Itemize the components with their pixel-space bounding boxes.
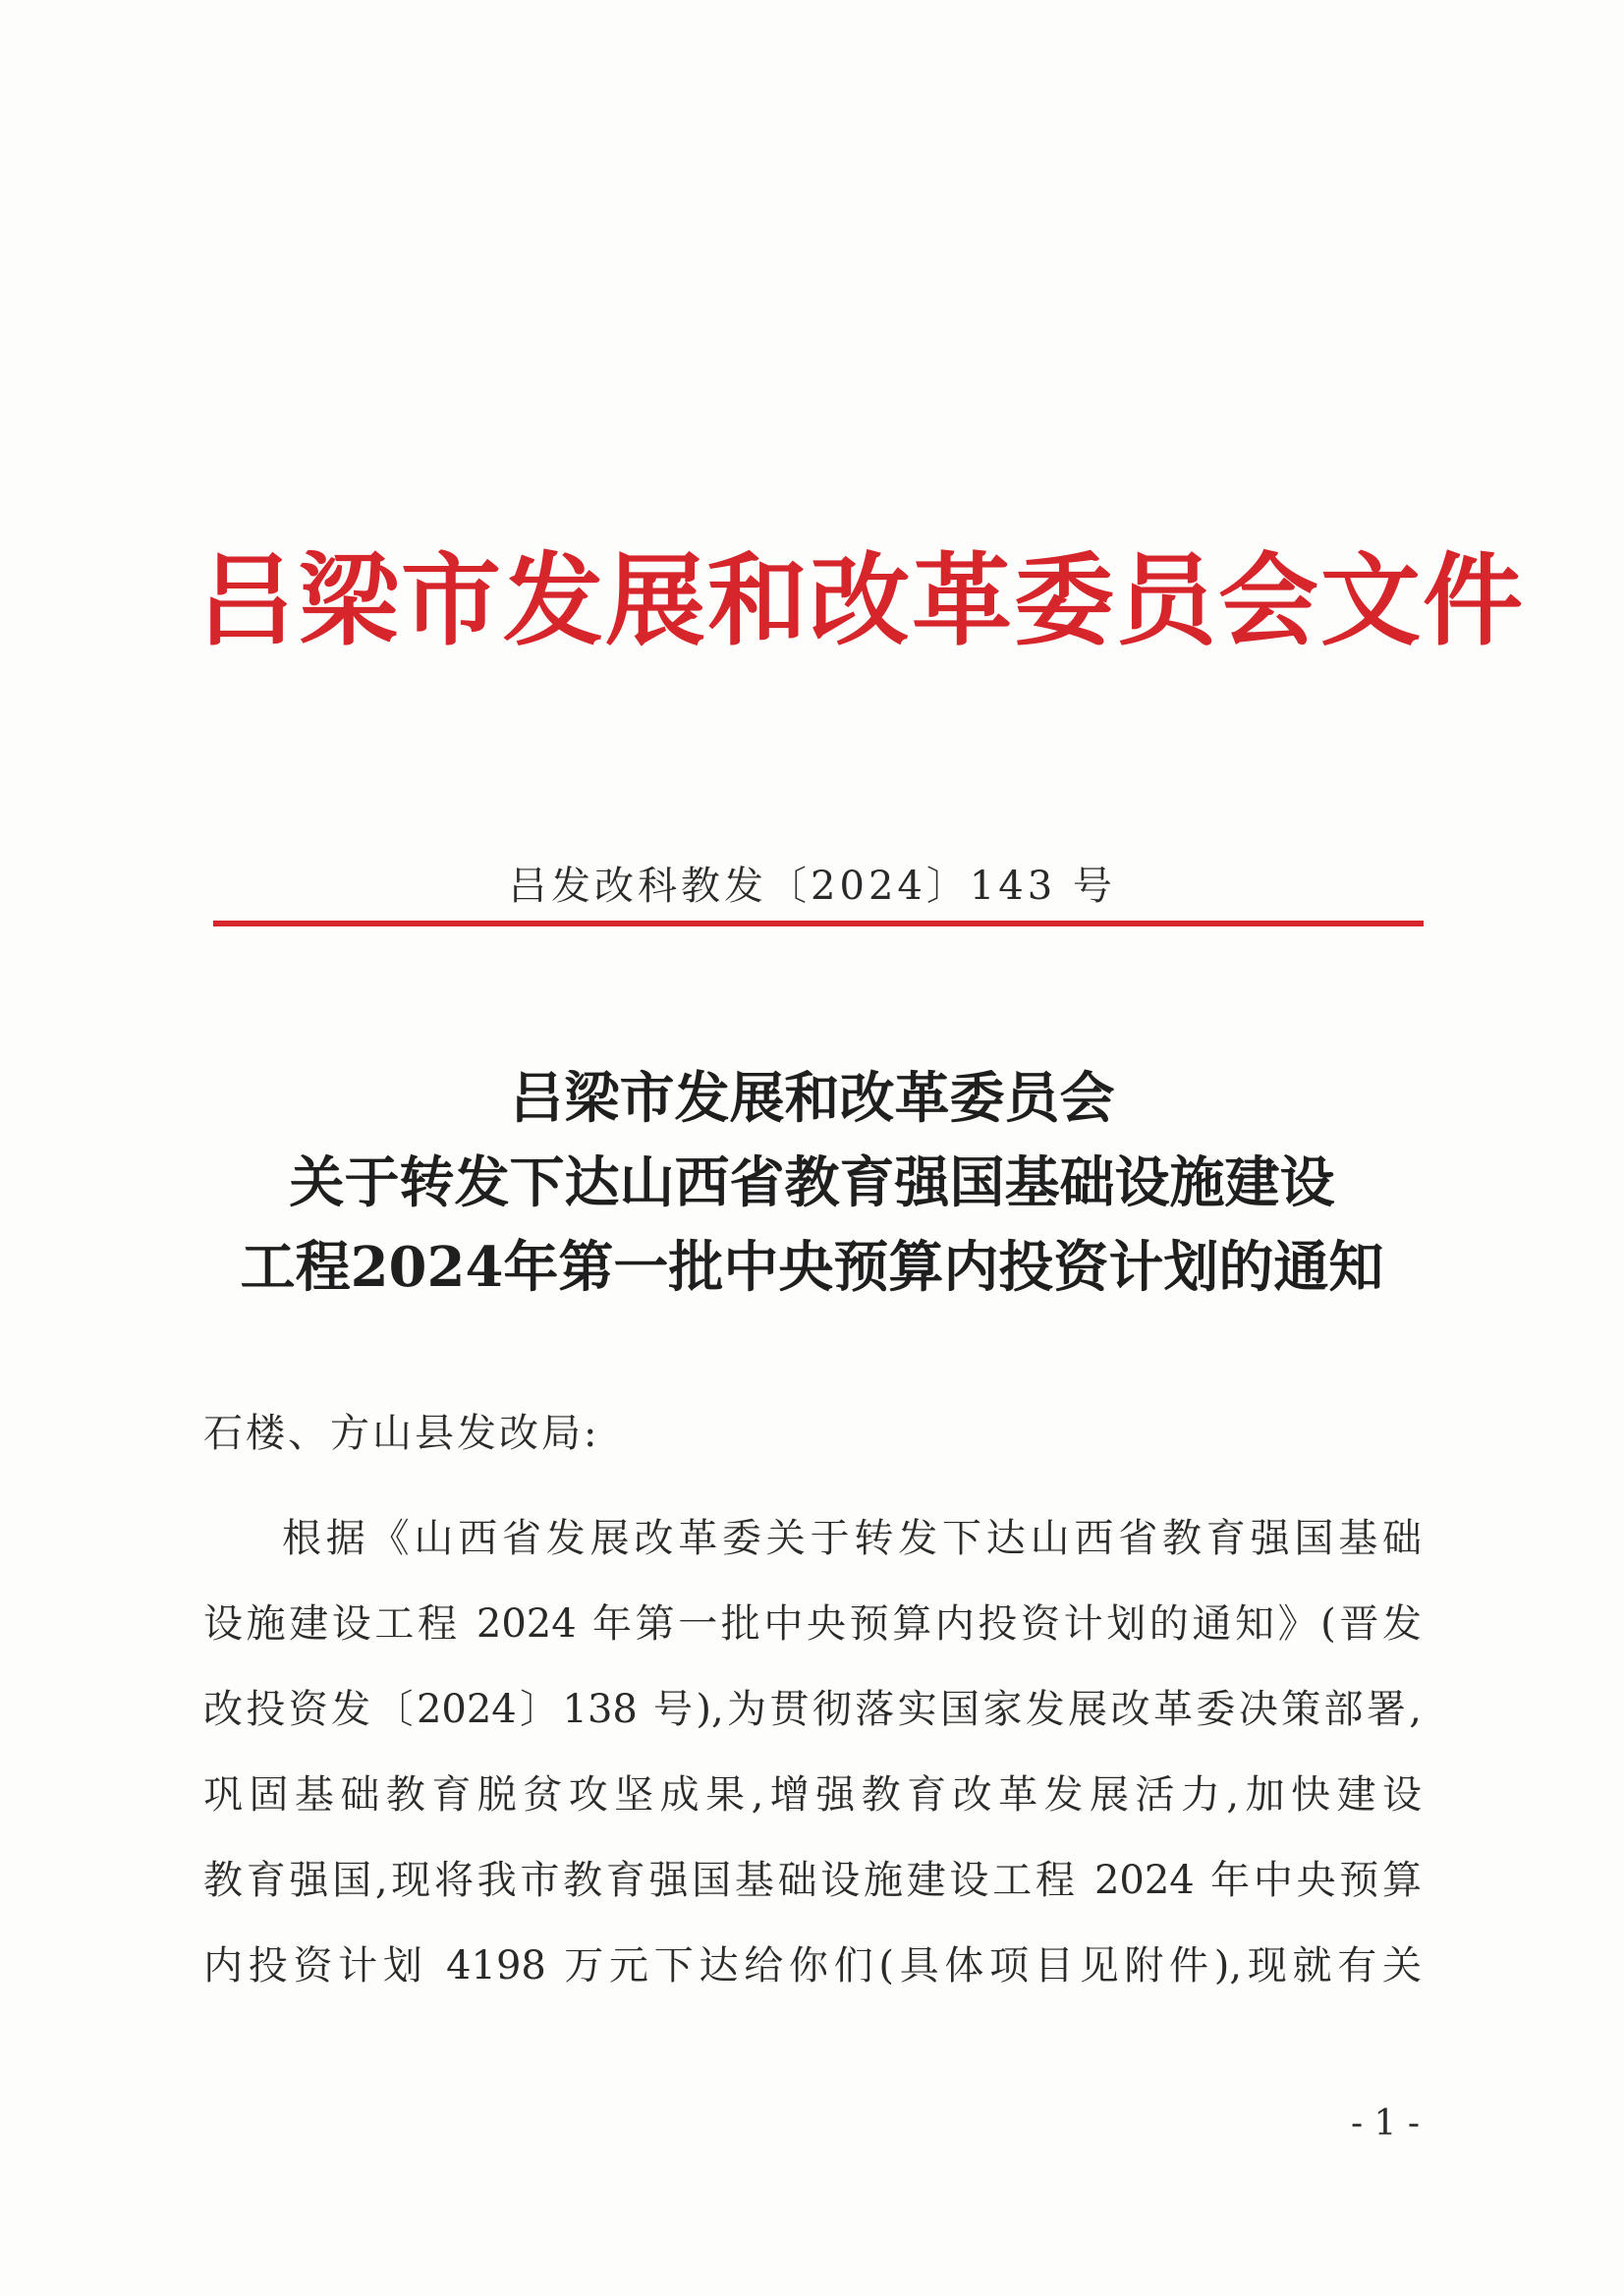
addressee: 石楼、方山县发改局:: [203, 1411, 600, 1456]
title-line: 工程2024年第一批中央预算内投资计划的通知: [240, 1235, 1384, 1300]
document-title: [157, 1056, 1467, 1310]
body-line: 改投资发〔2024〕138 号),为贯彻落实国家发展改革委决策部署,: [203, 1687, 1422, 1732]
body-line: 内投资计划 4198 万元下达给你们(具体项目见附件),现就有关: [203, 1943, 1422, 1988]
body-line: 设施建设工程 2024 年第一批中央预算内投资计划的通知》(晋发: [203, 1601, 1422, 1647]
title-line: 吕梁市发展和改革委员会: [509, 1066, 1115, 1131]
document-number: 吕发改科教发〔2024〕143 号: [508, 864, 1116, 909]
page-number: - 1 -: [1350, 2103, 1421, 2144]
red-divider-line: [213, 921, 1424, 926]
body-line: 教育强国,现将我市教育强国基础设施建设工程 2024 年中央预算: [203, 1858, 1422, 1903]
body-line: 根据《山西省发展改革委关于转发下达山西省教育强国基础: [282, 1516, 1422, 1561]
title-line: 关于转发下达山西省教育强国基础设施建设: [289, 1150, 1335, 1215]
masthead-title: 吕梁市发展和改革委员会文件: [196, 542, 1525, 660]
body-text: [203, 1496, 1422, 2009]
body-line: 巩固基础教育脱贫攻坚成果,增强教育改革发展活力,加快建设: [203, 1772, 1422, 1818]
